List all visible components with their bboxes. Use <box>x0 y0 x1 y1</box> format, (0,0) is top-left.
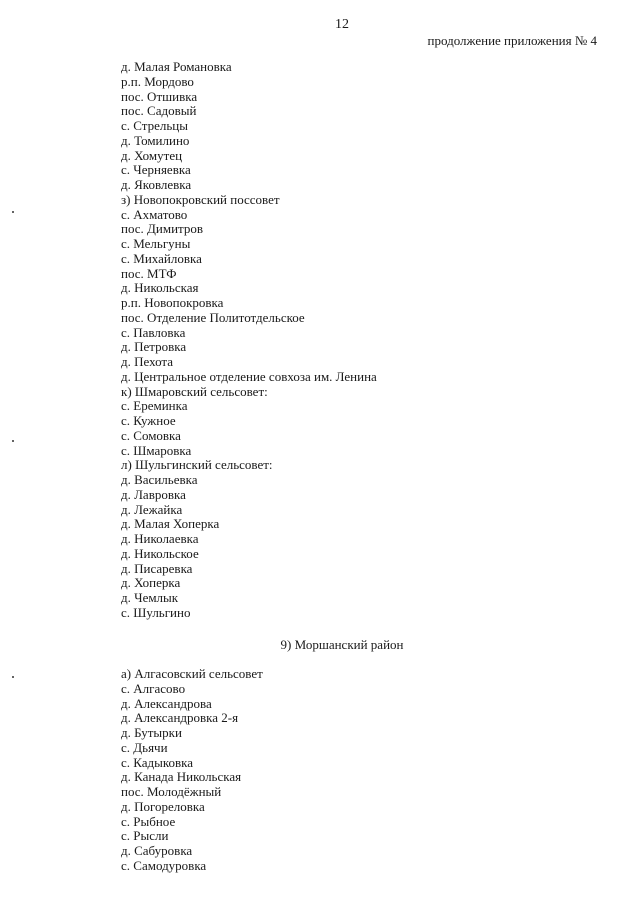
list-item: с. Кужное <box>121 413 176 428</box>
list-item: с. Черняевка <box>121 162 191 178</box>
list-item: с. Рыбное <box>121 813 176 829</box>
list-item: д. Хомутец <box>121 147 183 163</box>
list-item: с. Дьячи <box>121 739 168 755</box>
list-item: пос. Молодёжный <box>121 784 222 799</box>
list-item: с. Павловка <box>121 324 186 340</box>
list-item: д. Сабуровка <box>121 843 193 858</box>
list-item: с. Кадыковка <box>121 754 194 770</box>
list-item: пос. Отделение Политотдельское <box>121 309 305 325</box>
list-item: пос. МТФ <box>121 265 177 281</box>
margin-mark <box>12 440 14 442</box>
list-item: д. Пехота <box>121 354 174 369</box>
list-item: а) Алгасовский сельсовет <box>121 666 263 681</box>
list-item: с. Рысли <box>121 828 169 844</box>
settlement-list-second <box>121 667 263 874</box>
list-item: д. Канада Никольская <box>121 769 242 785</box>
list-item: пос. Садовый <box>121 103 197 119</box>
continuation-note: продолжение приложения № 4 <box>427 33 597 48</box>
list-item: к) Шмаровский сельсовет: <box>121 383 268 399</box>
section-heading: 9) Моршанский район <box>280 637 404 652</box>
list-item: д. Никольское <box>121 545 199 561</box>
list-item: с. Шульгино <box>121 604 191 620</box>
list-item: д. Лавровка <box>121 486 186 502</box>
list-item: д. Петровка <box>121 339 187 355</box>
list-item: д. Хоперка <box>121 575 181 591</box>
list-item: л) Шульгинский сельсовет: <box>121 457 273 473</box>
list-item: р.п. Новопокровка <box>121 295 224 310</box>
list-item: с. Михайловка <box>121 250 202 266</box>
list-item: с. Стрельцы <box>121 118 188 133</box>
list-item: д. Центральное отделение совхоза им. Ленина <box>121 368 377 384</box>
list-item: с. Самодуровка <box>121 857 207 873</box>
list-item: д. Томилино <box>121 132 190 148</box>
margin-mark <box>12 211 14 213</box>
list-item: д. Лежайка <box>121 501 183 517</box>
list-item: с. Алгасово <box>121 680 186 696</box>
list-item: з) Новопокровский поссовет <box>121 191 280 207</box>
margin-mark <box>12 676 14 678</box>
list-item: пос. Отшивка <box>121 88 198 104</box>
list-item: д. Малая Романовка <box>121 59 232 74</box>
list-item: с. Мельгуны <box>121 236 191 251</box>
list-item: с. Ереминка <box>121 398 188 414</box>
list-item: д. Малая Хоперка <box>121 516 220 532</box>
list-item: д. Александрова <box>121 695 212 711</box>
list-item: пос. Димитров <box>121 221 204 237</box>
list-item: с. Ахматово <box>121 206 188 222</box>
page-number: 12 <box>335 17 349 32</box>
list-item: д. Чемлык <box>121 590 179 605</box>
list-item: д. Николаевка <box>121 531 199 546</box>
list-item: р.п. Мордово <box>121 73 194 89</box>
list-item: д. Бутырки <box>121 725 182 740</box>
settlement-list-first <box>121 60 377 621</box>
list-item: д. Писаревка <box>121 560 193 576</box>
list-item: д. Александровка 2-я <box>121 710 239 726</box>
list-item: д. Никольская <box>121 280 199 296</box>
list-item: д. Яковлевка <box>121 177 192 192</box>
list-item: д. Васильевка <box>121 472 198 487</box>
list-item: д. Погореловка <box>121 798 205 814</box>
list-item: с. Шмаровка <box>121 442 192 458</box>
list-item: с. Сомовка <box>121 427 181 443</box>
